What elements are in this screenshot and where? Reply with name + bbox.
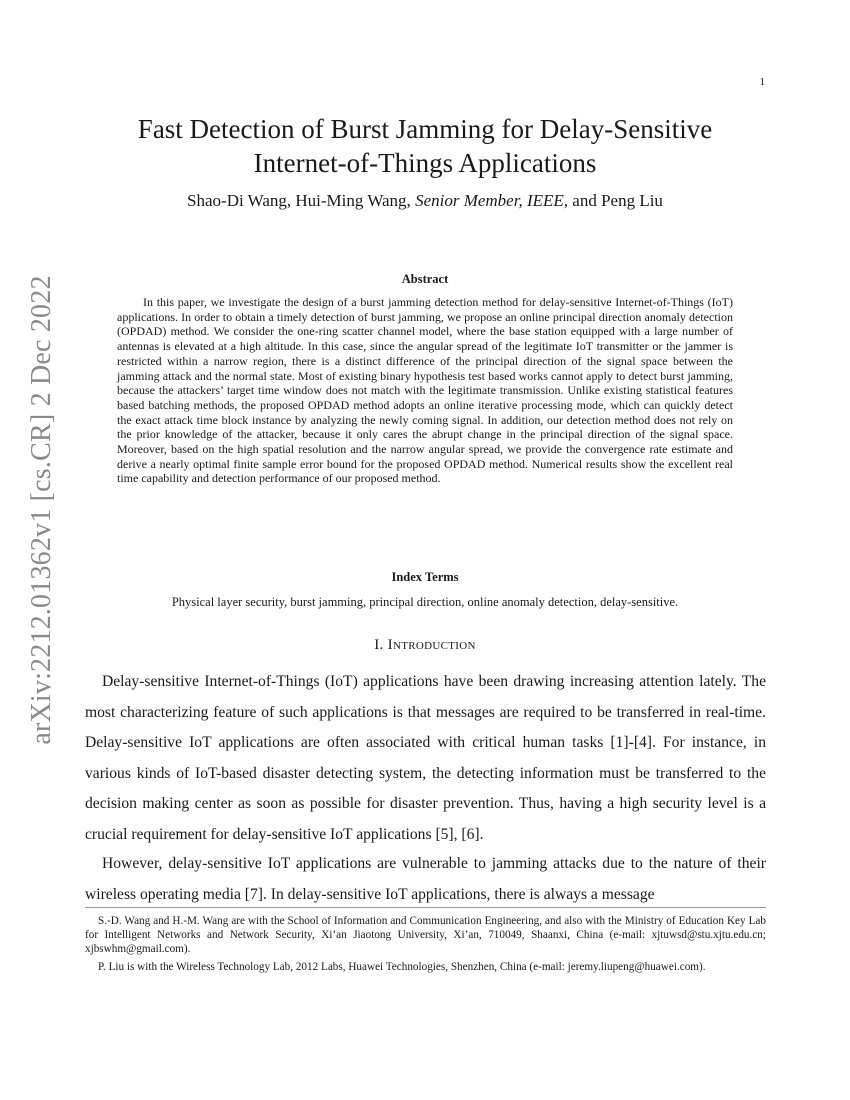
index-terms-heading: Index Terms [391,570,459,584]
authors-part-1: Shao-Di Wang, Hui-Ming Wang, [187,191,416,210]
intro-paragraph-2: However, delay-sensitive IoT applications are vulnerable to jamming attacks due to the nature of their wireless operating media [7]. In delay-sensitive IoT applications, there is always a message [85,855,766,903]
author-list [60,190,790,212]
footnote-rule [85,907,766,908]
abstract-heading: Abstract [401,272,449,286]
introduction-heading [60,637,790,654]
title-line-2: Internet-of-Things Applications [253,148,597,178]
arxiv-stamp: arXiv:2212.01362v1 [cs.CR] 2 Dec 2022 [26,275,57,745]
authors-membership: Senior Member, IEEE [415,191,564,210]
footnote-affiliation-1: S.-D. Wang and H.-M. Wang are with the School of Information and Communication Engineering, and also with the Ministry of Education Key Lab for Intelligent Networks and Network Security, Xi’an Jiaotong University, Xi’an, 710049, Shaanxi, China (e-mail: xjtuwsd@stu.xjtu.edu.cn; xjbswhm@gmail.com). [85,915,766,955]
authors-part-2: , and Peng Liu [563,191,663,210]
introduction-numeral: I. [374,637,388,653]
abstract-body: In this paper, we investigate the design of a burst jamming detection method for delay-sensitive Internet-of-Things (IoT) applications. In order to obtain a timely detection of burst jamming, we propose an online principal direction anomaly detection (OPDAD) method. We consider the one-ring scatter channel model, where the base station equipped with a large number of antennas is elevated at a high altitude. In this case, since the angular spread of the legitimate IoT transmitter or the jammer is restricted within a narrow region, there is a distinct difference of the principal direction of the signal space between the jamming attack and the normal state. Most of existing binary hypothesis test based works cannot apply to detect burst jamming, because the attackers’ target time window does not match with the legitimate transmission. Unlike existing statistical features based batching methods, the proposed OPDAD method adopts an online iterative processing mode, which can quickly detect the exact attack time block instance by analyzing the newly coming signal. In addition, our detection method does not rely on the prior knowledge of the attacker, because it only cares the abrupt change in the principal direction of the signal space. Moreover, based on the high spatial resolution and the narrow angular spread, we provide the convergence rate estimate and derive a nearly optimal finite sample error bound for the proposed OPDAD method. Numerical results show the excellent real time capability and detection performance of our proposed method. [117,295,733,486]
footnote-affiliation-2: P. Liu is with the Wireless Technology Lab, 2012 Labs, Huawei Technologies, Shenzhen, China (e-mail: jeremy.liupeng@huawei.com). [98,961,706,973]
intro-paragraph-1: Delay-sensitive Internet-of-Things (IoT) applications have been drawing increasing attention lately. The most characterizing feature of such applications is that messages are required to be transferred in real-time. Delay-sensitive IoT applications are often associated with critical human tasks [1]-[4]. For instance, in various kinds of IoT-based disaster detecting system, the detecting information must be transferred to the decision making center as soon as possible for disaster prevention. Thus, having a high security level is a crucial requirement for delay-sensitive IoT applications [5], [6]. [85,673,766,843]
page-number: 1 [759,76,765,88]
introduction-title: Introduction [387,637,476,653]
index-terms-body: Physical layer security, burst jamming, principal direction, online anomaly detection, delay-sensitive. [171,595,679,609]
title-line-1: Fast Detection of Burst Jamming for Delay-Sensitive [137,114,713,144]
paper-title [110,112,740,180]
